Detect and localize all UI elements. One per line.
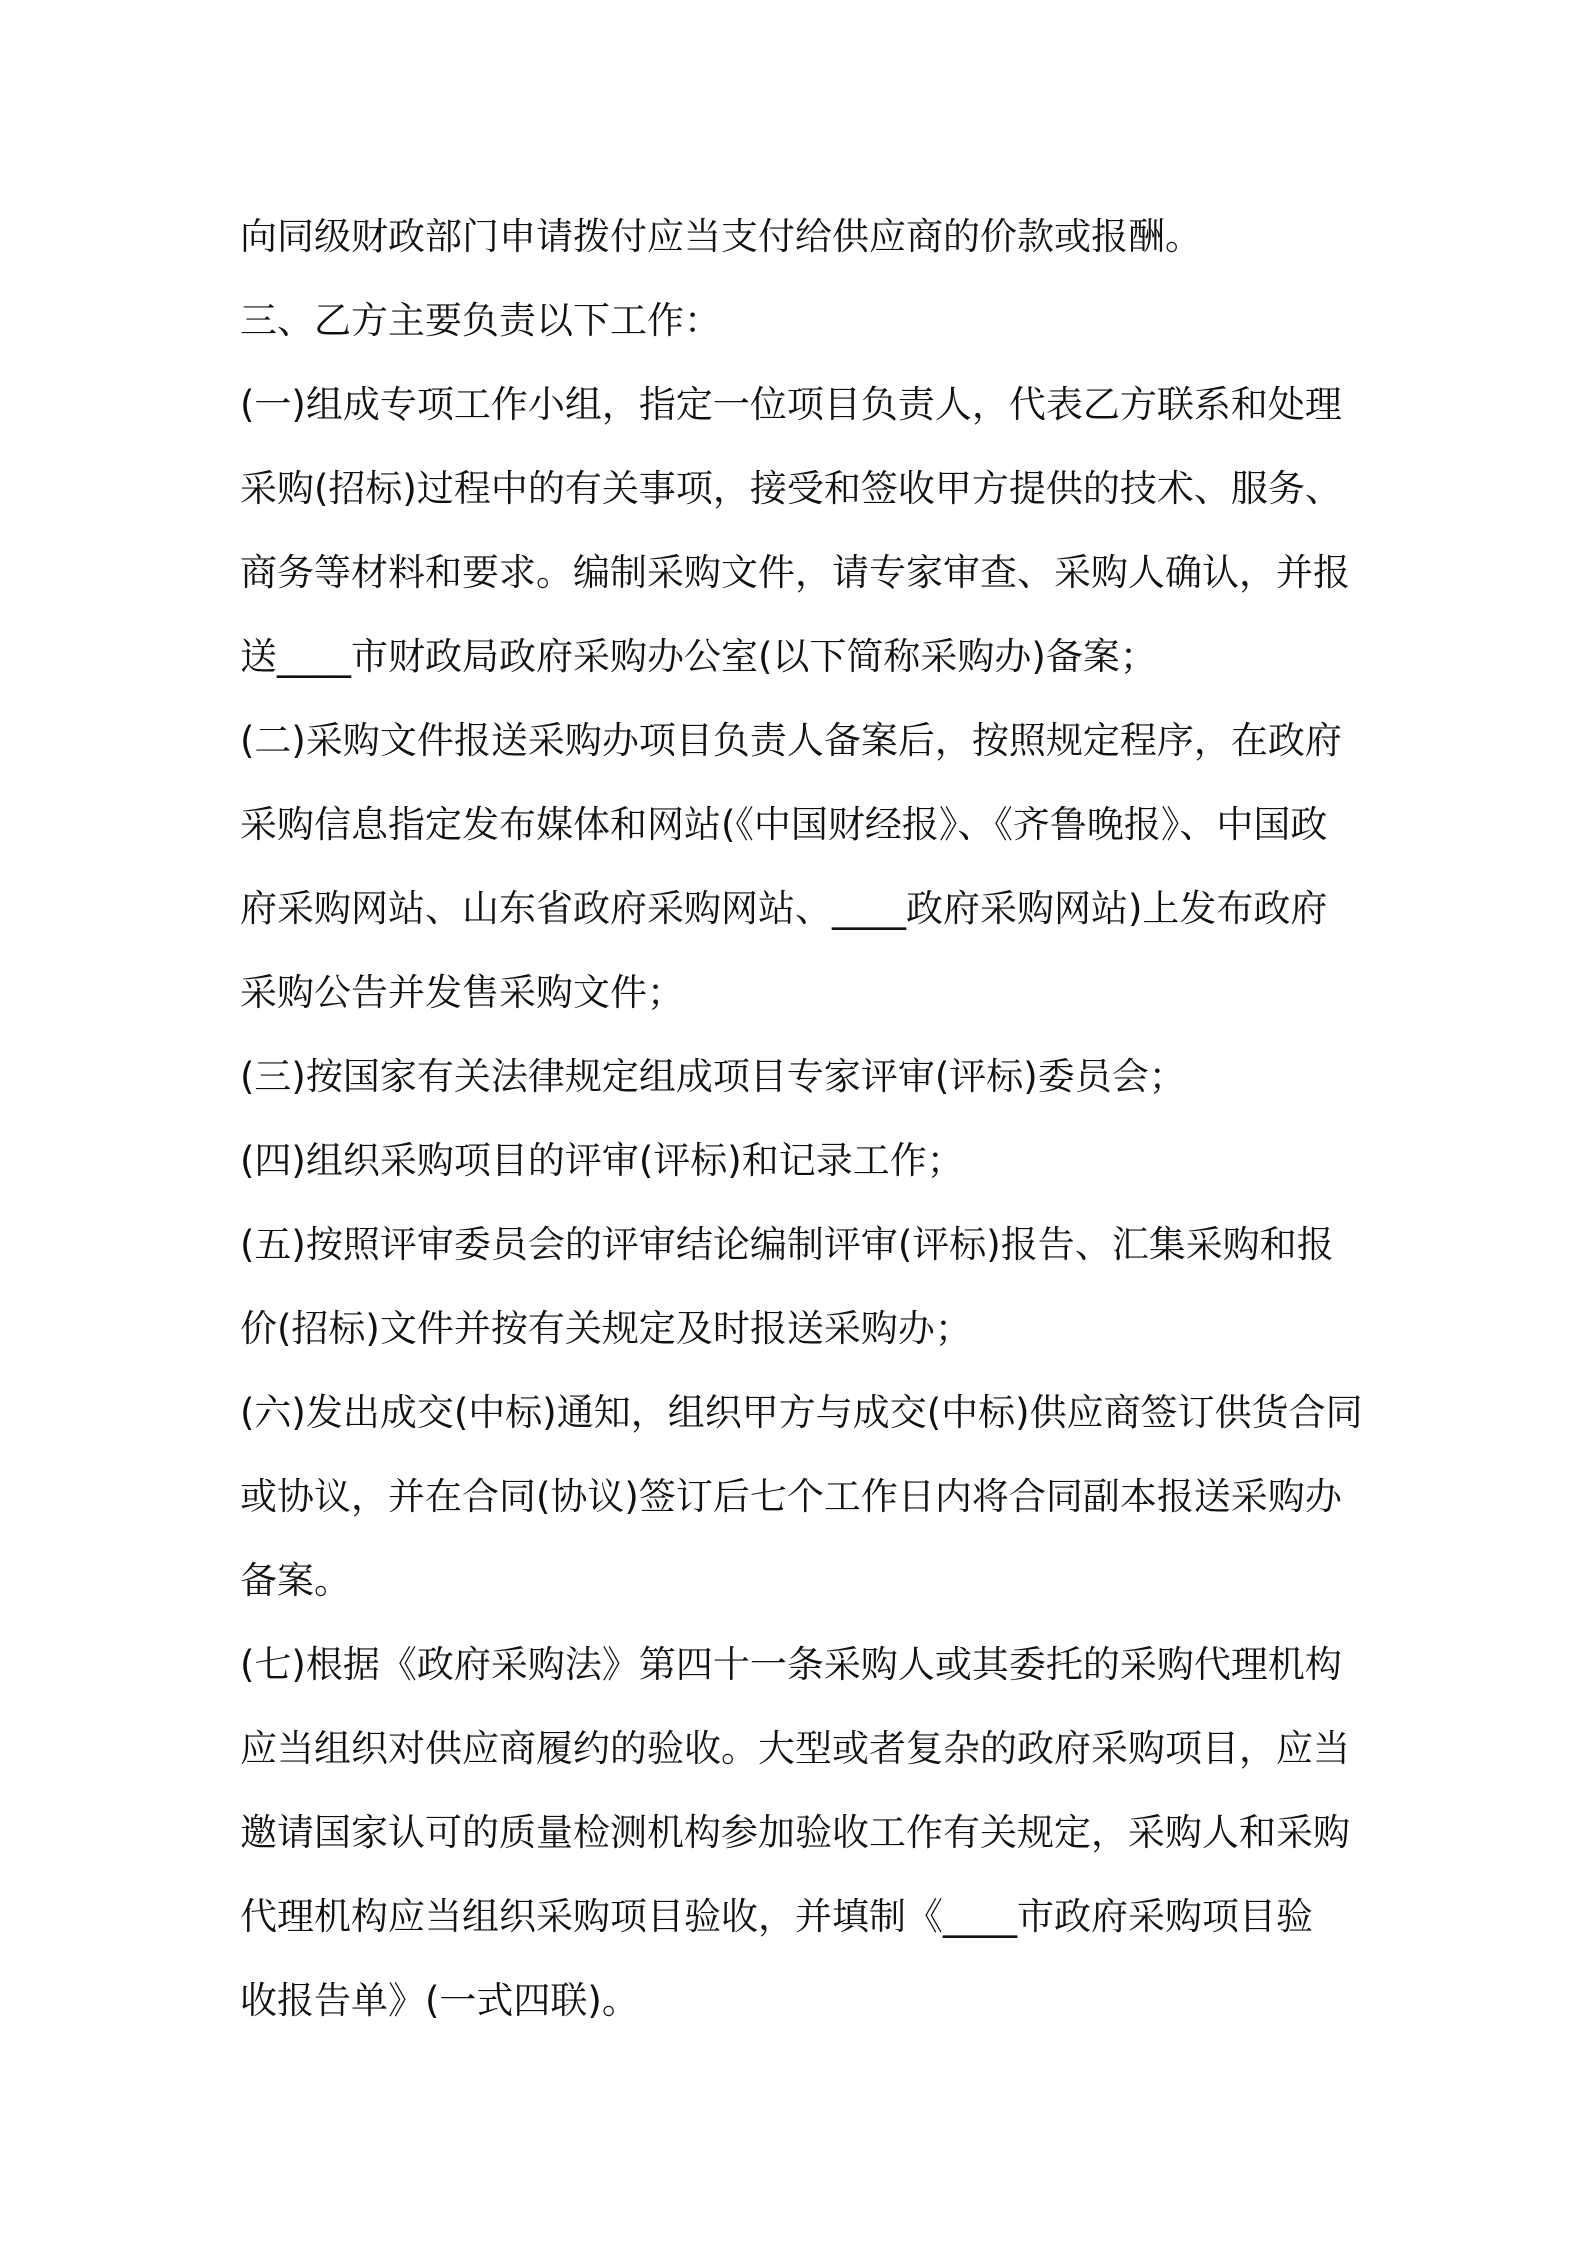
text-line: (四)组织采购项目的评审(评标)和记录工作； (240, 1139, 964, 1182)
paragraph-item-6 (240, 1371, 1363, 1623)
text-line: (七)根据《政府采购法》第四十一条采购人或其委托的采购代理机构 (240, 1643, 1342, 1686)
text-line: 商务等材料和要求。编制采购文件，请专家审查、采购人确认，并报 (240, 551, 1350, 594)
paragraph-item-5 (240, 1203, 1350, 1371)
paragraph-item-3 (240, 1035, 1350, 1119)
text-line: 采购信息指定发布媒体和网站(《中国财经报》、《齐鲁晚报》、中国政 (240, 803, 1328, 846)
paragraph-item-2 (240, 699, 1350, 1035)
text-line: 三、乙方主要负责以下工作： (240, 299, 721, 342)
text-line: 府采购网站、山东省政府采购网站、____政府采购网站)上发布政府 (240, 887, 1328, 930)
text-line: (一)组成专项工作小组，指定一位项目负责人，代表乙方联系和处理 (240, 383, 1342, 426)
section-heading-party-b-duties (240, 279, 1350, 363)
text-line: 送____市财政局政府采购办公室(以下简称采购办)备案； (240, 635, 1157, 678)
text-line: (二)采购文件报送采购办项目负责人备案后，按照规定程序，在政府 (240, 719, 1342, 762)
text-line: (六)发出成交(中标)通知，组织甲方与成交(中标)供应商签订供货合同 (240, 1391, 1363, 1434)
text-line: 收报告单》(一式四联)。 (240, 1979, 639, 2022)
paragraph-item-7 (240, 1623, 1350, 2043)
paragraph-item-4 (240, 1119, 1350, 1203)
text-line: 代理机构应当组织采购项目验收，并填制《____市政府采购项目验 (240, 1895, 1313, 1938)
text-line: 向同级财政部门申请拨付应当支付给供应商的价款或报酬。 (240, 215, 1202, 258)
text-line: 价(招标)文件并按有关规定及时报送采购办； (240, 1307, 972, 1350)
text-line: 应当组织对供应商履约的验收。大型或者复杂的政府采购项目，应当 (240, 1727, 1350, 1770)
text-line: (三)按国家有关法律规定组成项目专家评审(评标)委员会； (240, 1055, 1186, 1098)
text-line: 采购公告并发售采购文件； (240, 971, 684, 1014)
text-line: 备案。 (240, 1559, 351, 1602)
text-line: (五)按照评审委员会的评审结论编制评审(评标)报告、汇集采购和报 (240, 1223, 1334, 1266)
document-body (240, 195, 1363, 2043)
paragraph-payment-request (240, 195, 1350, 279)
paragraph-item-1 (240, 363, 1350, 699)
text-line: 邀请国家认可的质量检测机构参加验收工作有关规定，采购人和采购 (240, 1811, 1350, 1854)
text-line: 或协议，并在合同(协议)签订后七个工作日内将合同副本报送采购办 (240, 1475, 1342, 1518)
text-line: 采购(招标)过程中的有关事项，接受和签收甲方提供的技术、服务、 (240, 467, 1342, 510)
